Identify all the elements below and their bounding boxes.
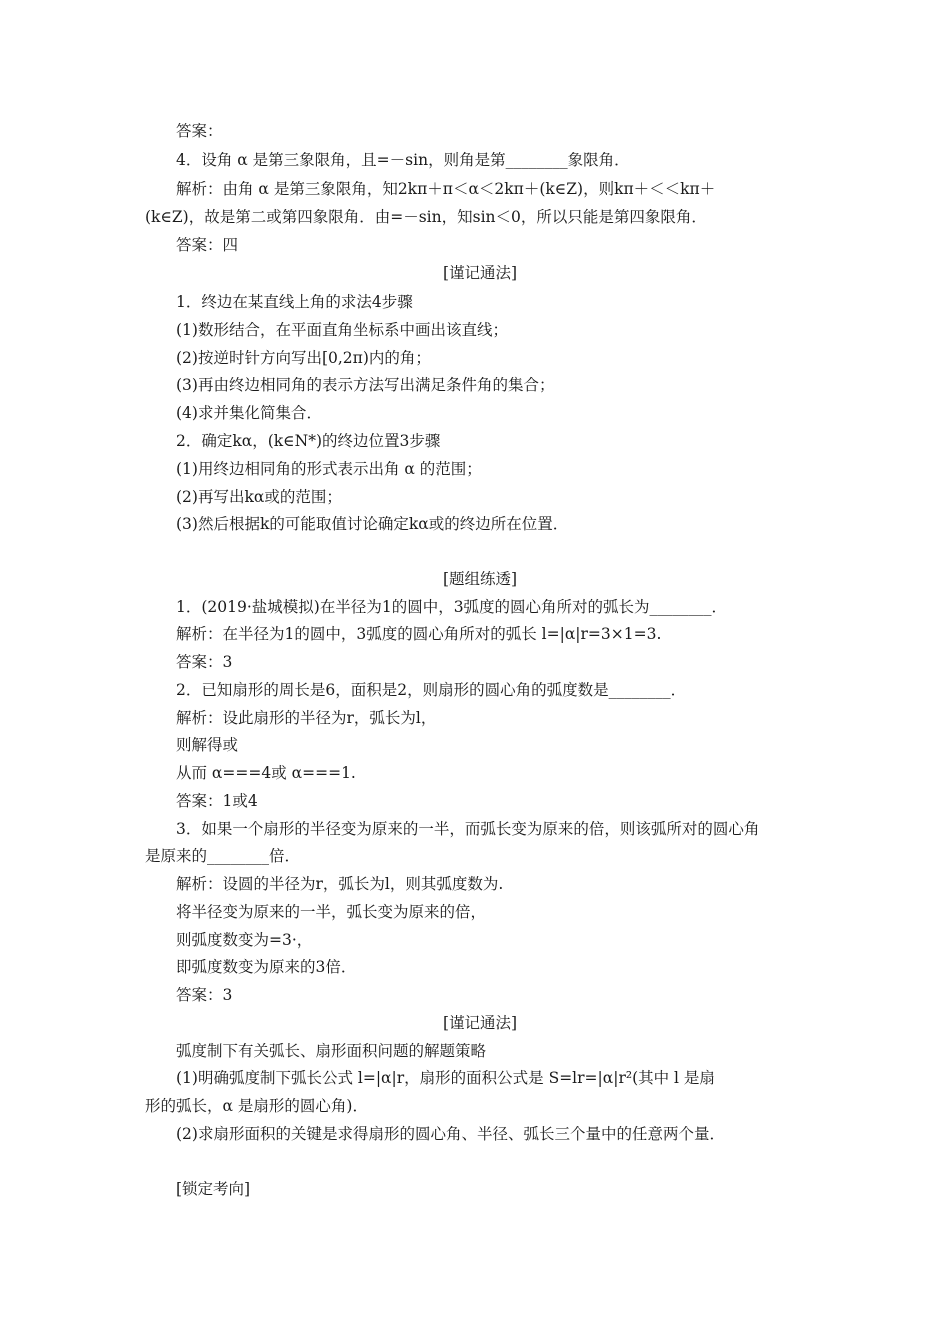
- practice-solution-2-line-1: 解析：设此扇形的半径为r，弧长为l，: [176, 709, 437, 727]
- practice-solution-1: 解析：在半径为1的圆中，3弧度的圆心角所对的弧长 l=|α|r=3×1=3.: [176, 625, 662, 643]
- method-2-step-3: (3)然后根据k的可能取值讨论确定kα或的终边所在位置．: [176, 515, 569, 533]
- practice-question-2: 2．已知扇形的周长是6，面积是2，则扇形的圆心角的弧度数是________．: [176, 681, 687, 699]
- practice-question-1: 1．(2019·盐城模拟)在半径为1的圆中，3弧度的圆心角所对的弧长为________．: [176, 598, 728, 616]
- practice-solution-2-line-3: 从而 α===4或 α===1.: [176, 764, 356, 782]
- practice-answer-3: 答案：3: [176, 986, 233, 1004]
- question-4: 4．设角 α 是第三象限角，且=－sin，则角是第________象限角．: [176, 151, 630, 169]
- method-1-step-2: (2)按逆时针方向写出[0,2π)内的角；: [176, 349, 431, 367]
- method-1-title: 1．终边在某直线上角的求法4步骤: [176, 293, 413, 311]
- method-1-step-1: (1)数形结合，在平面直角坐标系中画出该直线；: [176, 321, 508, 339]
- method-2-title: 2．确定kα，(k∈N*)的终边位置3步骤: [176, 432, 441, 450]
- practice-answer-1: 答案：3: [176, 653, 233, 671]
- strategy-title: 弧度制下有关弧长、扇形面积问题的解题策略: [176, 1042, 487, 1060]
- practice-solution-3-line-3: 则弧度数变为=3·，: [176, 931, 313, 949]
- strategy-point-1-line-1: (1)明确弧度制下弧长公式 l=|α|r，扇形的面积公式是 S=lr=|α|r²(其中 l 是扇: [176, 1069, 715, 1087]
- practice-solution-3-line-2: 将半径变为原来的一半，弧长变为原来的倍，: [176, 903, 487, 921]
- section-heading-method-1: [谨记通法]: [442, 264, 518, 282]
- solution-4-line-2: (k∈Z)，故是第二或第四象限角．由=－sin，知sin＜0，所以只能是第四象限角．: [145, 208, 707, 226]
- practice-question-3-line-1: 3．如果一个扇形的半径变为原来的一半，而弧长变为原来的倍，则该弧所对的圆心角: [176, 820, 760, 838]
- method-1-step-4: (4)求并集化简集合．: [176, 404, 322, 422]
- section-heading-direction: [锁定考向]: [176, 1180, 251, 1198]
- solution-4-line-1: 解析：由角 α 是第三象限角，知2kπ＋π＜α＜2kπ＋(k∈Z)，则kπ＋＜＜kπ＋: [176, 180, 716, 198]
- section-heading-method-2: [谨记通法]: [442, 1014, 518, 1032]
- answer-label: 答案：: [176, 122, 223, 140]
- practice-solution-3-line-1: 解析：设圆的半径为r，弧长为l，则其弧度数为.: [176, 875, 504, 893]
- method-1-step-3: (3)再由终边相同角的表示方法写出满足条件角的集合；: [176, 376, 555, 394]
- section-heading-practice: [题组练透]: [442, 570, 518, 588]
- answer-4: 答案：四: [176, 236, 239, 254]
- practice-answer-2: 答案：1或4: [176, 792, 258, 810]
- method-2-step-2: (2)再写出kα或的范围；: [176, 488, 342, 506]
- practice-solution-2-line-2: 则解得或: [176, 736, 239, 754]
- method-2-step-1: (1)用终边相同角的形式表示出角 α 的范围；: [176, 460, 482, 478]
- strategy-point-2: (2)求扇形面积的关键是求得扇形的圆心角、半径、弧长三个量中的任意两个量．: [176, 1125, 725, 1143]
- practice-question-3-line-2: 是原来的________倍．: [145, 847, 301, 865]
- strategy-point-1-line-2: 形的弧长，α 是扇形的圆心角)．: [145, 1097, 368, 1115]
- practice-solution-3-line-4: 即弧度数变为原来的3倍．: [176, 958, 357, 976]
